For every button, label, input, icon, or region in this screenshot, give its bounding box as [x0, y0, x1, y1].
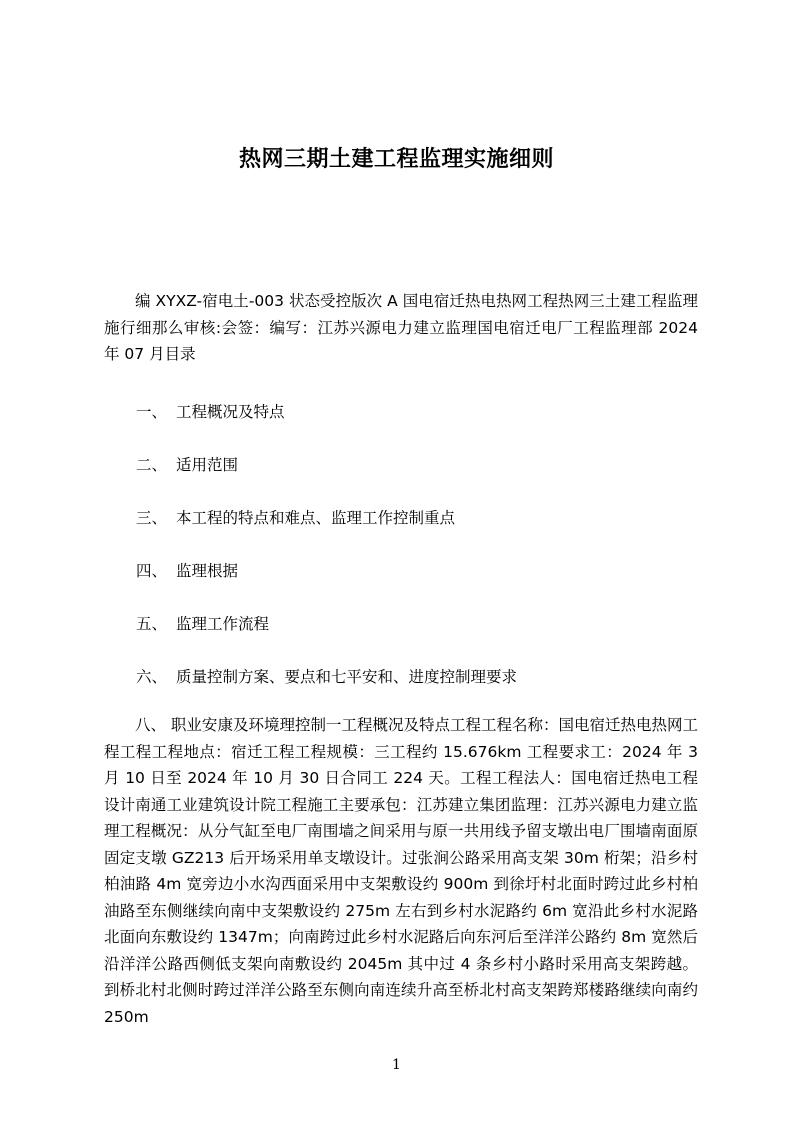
toc-number: 四、: [136, 562, 168, 580]
toc-item: [136, 612, 269, 634]
toc-item: [136, 400, 285, 422]
toc-number: 五、: [136, 615, 168, 633]
toc-label: 监理工作流程: [176, 615, 270, 633]
toc-number: 二、: [136, 456, 168, 474]
toc-item: [136, 665, 517, 687]
toc-label: 本工程的特点和难点、监理工作控制重点: [176, 509, 456, 527]
intro-paragraph: 编 XYXZ-宿电土-003 状态受控版次 A 国电宿迁热电热网工程热网三土建工程监理施行细那么审核:会签：编写：江苏兴源电力建立监理国电宿迁电厂工程监理部 2024 年 07 月目录: [104, 292, 698, 363]
toc-item: [136, 506, 455, 528]
toc-number: 三、: [136, 509, 168, 527]
document-title: 热网三期土建工程监理实施细则: [238, 147, 554, 172]
toc-label: 工程概况及特点: [176, 403, 285, 421]
toc-label: 质量控制方案、要点和七平安和、进度控制理要求: [176, 668, 518, 686]
toc-label: 适用范围: [176, 456, 239, 474]
toc-number: 一、: [136, 403, 168, 421]
toc-item: [136, 453, 238, 475]
toc-item: [136, 559, 238, 581]
body-paragraph: 八、 职业安康及环境理控制一工程概况及特点工程工程名称：国电宿迁热电热网工程工程工程地点：宿迁工程工程规模：三工程约 15.676km 工程要求工：2024 年 3 月 10 日至 2024 年 10 月 30 日合同工 224 天。工程工程法人：国电宿迁热电工程设计南通工业建筑设计院工程施工主要承包：江苏建立集团监理：江苏兴源电力建立监理工程概况：从分气缸至电厂南围墙之间采用与原一共用线予留支墩出电厂围墙南面原固定支墩 GZ213 后开场采用单支墩设计。过张涧公路采用高支架 30m 桁架；沿乡村柏油路 4m 宽旁边小水沟西面采用中支架敷设约 900m 到徐圩村北面时跨过此乡村柏油路至东侧继续向南中支架敷设约 275m 左右到乡村水泥路约 6m 宽沿此乡村水泥路北面向东敷设约 1347m；向南跨过此乡村水泥路后向东河后至洋洋公路约 8m 宽然后沿洋洋公路西侧低支架向南敷设约 2045m 其中过 4 条乡村小路时采用高支架跨越。到桥北村北侧时跨过洋洋公路至东侧向南连续升高至桥北村高支架跨郑楼路继续向南约 250m: [104, 716, 698, 1026]
toc-number: 六、: [136, 668, 168, 686]
page-number: 1: [392, 1057, 401, 1073]
toc-label: 监理根据: [176, 562, 239, 580]
